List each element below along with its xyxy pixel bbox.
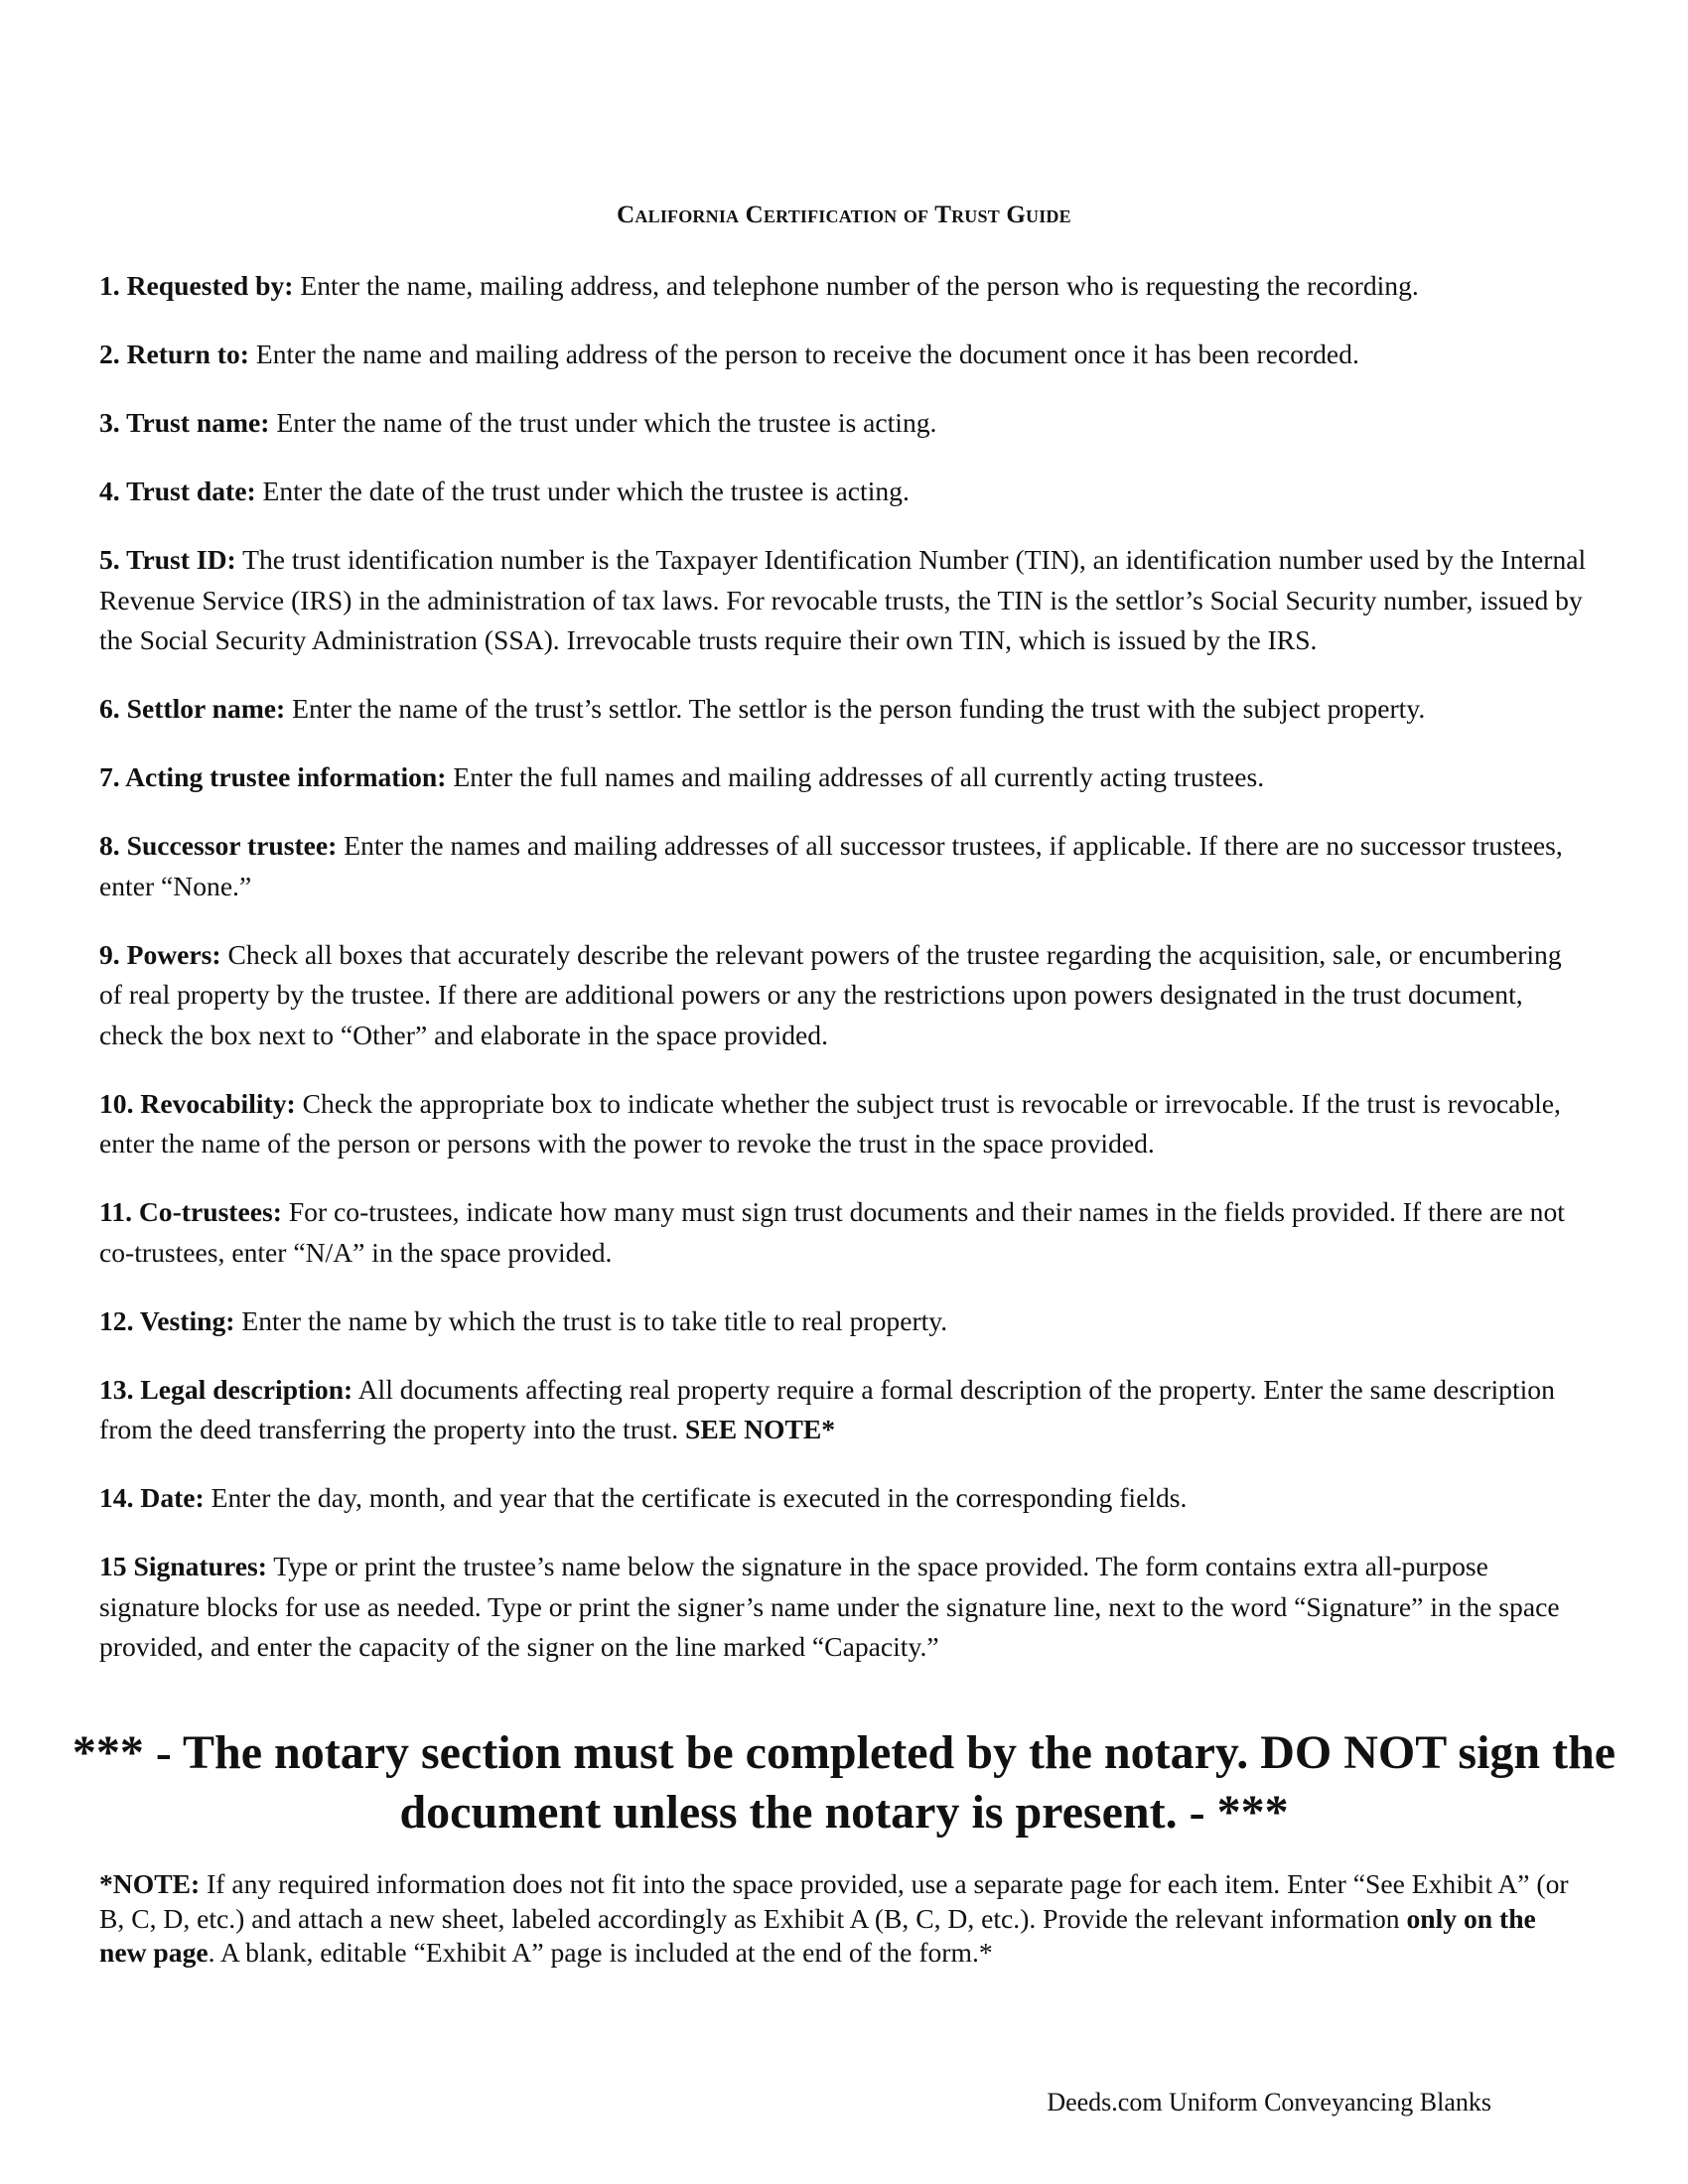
instruction-item (99, 540, 1589, 661)
instruction-item (99, 1192, 1589, 1273)
instruction-item (99, 335, 1589, 375)
instruction-item (99, 1301, 1589, 1342)
item-text: Check the appropriate box to indicate whether the subject trust is revocable or irrevocable. If the trust is revocable, enter the name of the person or persons with the power to revoke the trust in the space provided. (99, 1087, 1561, 1159)
instruction-item (99, 1370, 1589, 1450)
item-text: Enter the name, mailing address, and telephone number of the person who is requesting the recording. (293, 270, 1419, 301)
item-label: 12. Vesting: (99, 1304, 235, 1336)
exhibit-note (99, 1867, 1589, 1971)
item-label: 7. Acting trustee information: (99, 761, 447, 792)
instruction-item (99, 826, 1589, 906)
item-tail: SEE NOTE* (685, 1414, 836, 1444)
instruction-item (99, 1547, 1589, 1668)
item-text: Enter the name and mailing address of the person to receive the document once it has been recorded. (248, 339, 1359, 369)
item-text: For co-trustees, indicate how many must sign trust documents and their names in the fields provided. If there are not co-trustees, enter “N/A” in the space provided. (99, 1196, 1565, 1268)
instruction-item (99, 403, 1589, 444)
item-label: 13. Legal description: (99, 1373, 353, 1405)
item-text: Type or print the trustee’s name below the signature in the space provided. The form contains extra all-purpose signature blocks for use as needed. Type or print the signer’s name under the signature line, next to the word “Signature” in the space provided, and enter the capacity of the signer on the line marked “Capacity.” (99, 1551, 1560, 1662)
instruction-item (99, 689, 1589, 730)
item-label: 1. Requested by: (99, 270, 294, 301)
item-label: 2. Return to: (99, 339, 249, 369)
instruction-item (99, 266, 1589, 307)
instruction-item (99, 757, 1589, 798)
note-emphasis: only on the new page (99, 1902, 1536, 1968)
notary-warning: *** - The notary section must be completed by the notary. DO NOT sign the document unless the notary is present. - *** (71, 1726, 1617, 1839)
item-text: The trust identification number is the Taxpayer Identification Number (TIN), an identification number used by the Internal Revenue Service (IRS) in the administration of tax laws. For revocable trusts, the TIN is the settlor’s Social Security number, issued by the Social Security Administration (SSA). Irrevocable trusts require their own TIN, which is issued by the IRS. (99, 544, 1587, 655)
item-label: 15 Signatures: (99, 1551, 267, 1581)
instruction-item (99, 935, 1589, 1056)
note-label: *NOTE: (99, 1868, 201, 1899)
item-text: Enter the names and mailing addresses of all successor trustees, if applicable. If there are no successor trustees, enter “None.” (99, 830, 1563, 901)
item-label: 5. Trust ID: (99, 544, 236, 575)
document-title: California Certification of Trust Guide (617, 202, 1071, 228)
item-label: 11. Co-trustees: (99, 1196, 282, 1227)
item-text: Enter the name by which the trust is to take title to real property. (234, 1304, 948, 1336)
instruction-list (99, 266, 1589, 1696)
item-text: All documents affecting real property require a formal description of the property. Enter the same description from the deed transferring the property into the trust. (99, 1373, 1555, 1444)
item-label: 9. Powers: (99, 938, 221, 970)
item-text: Enter the date of the trust under which the trustee is acting. (255, 476, 910, 506)
instruction-item (99, 1084, 1589, 1164)
instruction-item (99, 1478, 1589, 1519)
item-text: Check all boxes that accurately describe the relevant powers of the trustee regarding the acquisition, sale, or encumbering of real property by the trustee. If there are additional powers or any the restrictions upon powers designated in the trust document, check the box next to “Other” and elaborate in the space provided. (99, 938, 1562, 1050)
item-label: 10. Revocability: (99, 1087, 296, 1119)
item-label: 8. Successor trustee: (99, 830, 338, 861)
item-text: Enter the full names and mailing addresses of all currently acting trustees. (446, 761, 1265, 792)
footer-credit: Deeds.com Uniform Conveyancing Blanks (1047, 2088, 1491, 2116)
note-text-2: . A blank, editable “Exhibit A” page is included at the end of the form.* (208, 1937, 993, 1968)
item-label: 6. Settlor name: (99, 693, 286, 724)
instruction-item (99, 472, 1589, 512)
item-label: 4. Trust date: (99, 476, 256, 506)
item-text: Enter the day, month, and year that the certificate is executed in the corresponding fields. (204, 1482, 1188, 1513)
item-text: Enter the name of the trust under which the trustee is acting. (269, 407, 937, 438)
item-label: 14. Date: (99, 1482, 205, 1513)
item-text: Enter the name of the trust’s settlor. The settlor is the person funding the trust with the subject property. (285, 693, 1426, 724)
item-label: 3. Trust name: (99, 407, 270, 438)
note-text-1: If any required information does not fit into the space provided, use a separate page for each item. Enter “See Exhibit A” (or B, C, D, etc.) and attach a new sheet, labeled accordingly as Exhibit A (B, C, D, etc.). Provide the relevant information (99, 1868, 1569, 1934)
